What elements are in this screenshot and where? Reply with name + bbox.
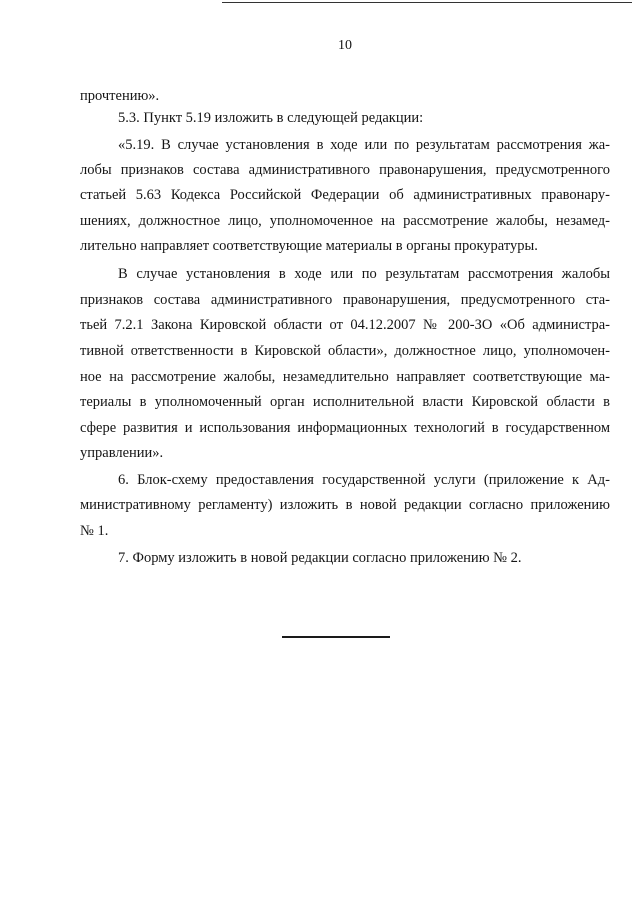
paragraph-first-line: 6. Блок-схему предоставления государственной услуги (приложение к Ад- — [118, 472, 610, 488]
text-line: сфере развития и использования информационных технологий в государственном — [80, 420, 610, 436]
text-line: териалы в уполномоченный орган исполнительной власти Кировской области в — [80, 394, 610, 410]
text-line: лобы признаков состава административного правонарушения, предусмотренного — [80, 162, 610, 178]
paragraph-first-line: «5.19. В случае установления в ходе или по результатам рассмотрения жа- — [118, 137, 610, 153]
page-number: 10 — [338, 38, 352, 53]
text-line: ное на рассмотрение жалобы, незамедлительно направляет соответствующие ма- — [80, 369, 610, 385]
text-line: № 1. — [80, 523, 109, 539]
text-line: тивной ответственности в Кировской области», должностное лицо, уполномочен- — [80, 343, 610, 359]
top-border-line — [222, 2, 632, 3]
paragraph-first-line: В случае установления в ходе или по результатам рассмотрения жалобы — [118, 266, 610, 282]
text-line: управлении». — [80, 445, 164, 461]
paragraph-first-line: 5.3. Пункт 5.19 изложить в следующей редакции: — [118, 110, 424, 126]
end-separator-line — [282, 636, 390, 638]
paragraph-first-line: 7. Форму изложить в новой редакции согласно приложению № 2. — [118, 550, 522, 566]
text-line: прочтению». — [80, 88, 160, 104]
text-line: лительно направляет соответствующие материалы в органы прокуратуры. — [80, 238, 538, 254]
text-line: шениях, должностное лицо, уполномоченное на рассмотрение жалобы, незамед- — [80, 213, 610, 229]
text-line: статьей 5.63 Кодекса Российской Федерации об административных правонару- — [80, 187, 610, 203]
text-line: тьей 7.2.1 Закона Кировской области от 04.12.2007 № 200-ЗО «Об администра- — [80, 317, 610, 333]
text-line: признаков состава административного правонарушения, предусмотренного ста- — [80, 292, 610, 308]
text-line: министративному регламенту) изложить в новой редакции согласно приложению — [80, 497, 610, 513]
